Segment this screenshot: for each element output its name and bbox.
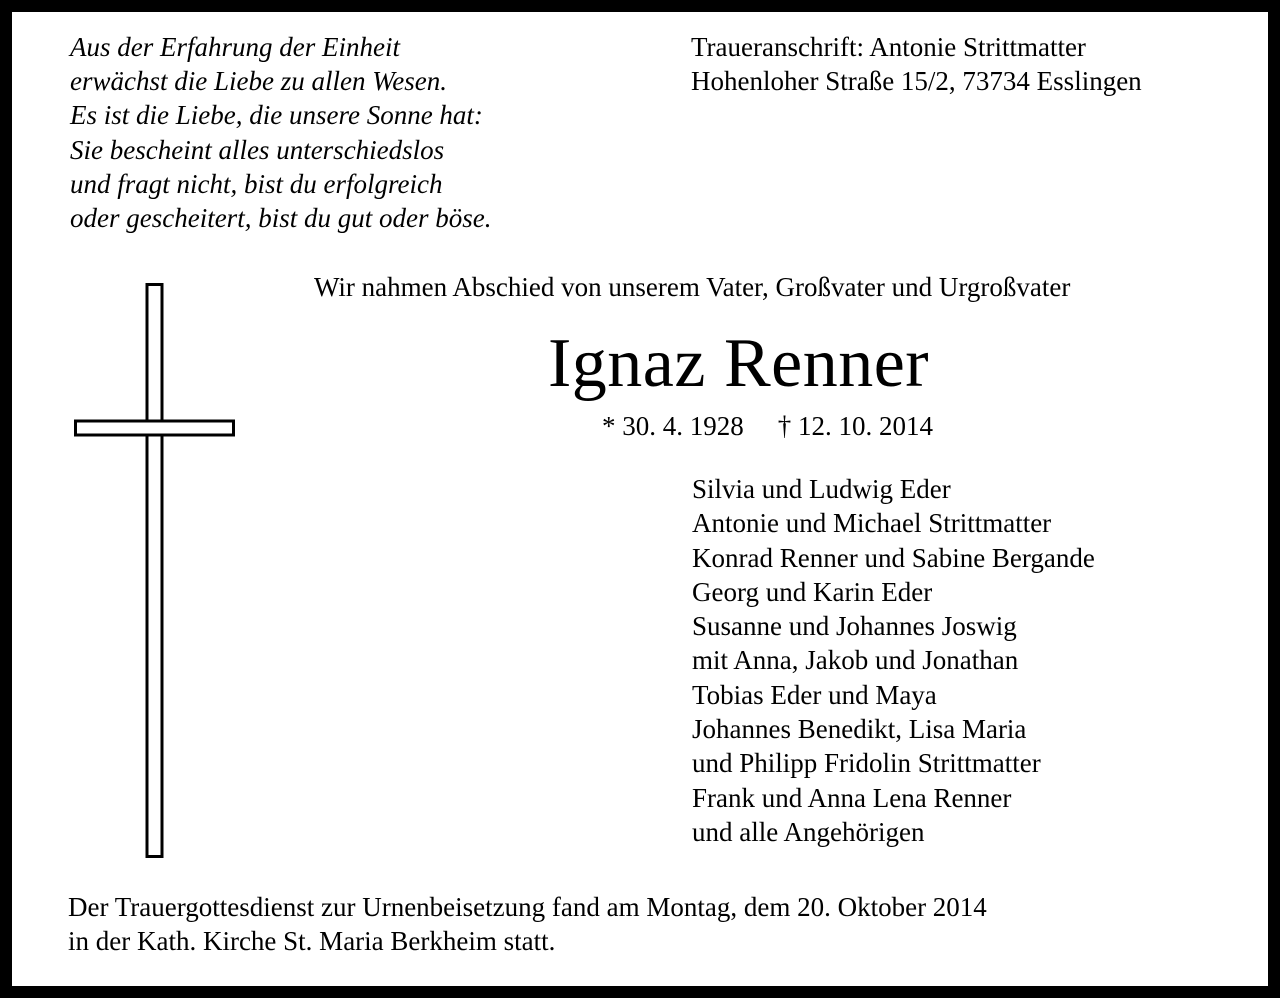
address-line: Hohenloher Straße 15/2, 73734 Esslingen: [691, 66, 1142, 97]
list-item: und Philipp Fridolin Strittmatter: [692, 748, 1041, 779]
cross-icon: [74, 283, 236, 858]
list-item: Susanne und Johannes Joswig: [692, 611, 1017, 642]
address-line: Traueranschrift: Antonie Strittmatter: [691, 32, 1086, 62]
poem-line: und fragt nicht, bist du erfolgreich: [70, 168, 443, 199]
service-notice: [68, 890, 987, 958]
poem-line: Es ist die Liebe, die unsere Sonne hat:: [70, 100, 483, 131]
poem-line: Aus der Erfahrung der Einheit: [70, 32, 400, 62]
poem-line: Sie bescheint alles unterschiedslos: [70, 134, 445, 165]
list-item: mit Anna, Jakob und Jonathan: [692, 645, 1019, 676]
service-line: in der Kath. Kirche St. Maria Berkheim statt.: [68, 926, 556, 956]
obituary-notice: [12, 12, 1268, 986]
list-item: Georg und Karin Eder: [692, 576, 933, 607]
list-item: Silvia und Ludwig Eder: [692, 474, 951, 504]
list-item: Johannes Benedikt, Lisa Maria: [692, 714, 1027, 745]
list-item: Konrad Renner und Sabine Bergande: [692, 542, 1095, 573]
list-item: Antonie und Michael Strittmatter: [692, 508, 1052, 539]
poem-line: erwächst die Liebe zu allen Wesen.: [70, 66, 447, 97]
deceased-name: Ignaz Renner: [548, 325, 930, 402]
poem: [70, 30, 491, 235]
death-date: † 12. 10. 2014: [777, 411, 933, 441]
list-item: und alle Angehörigen: [692, 816, 925, 847]
mourners-list: [692, 472, 1095, 849]
birth-date: * 30. 4. 1928: [602, 411, 744, 441]
life-dates: [602, 409, 933, 443]
poem-line: oder gescheitert, bist du gut oder böse.: [70, 203, 492, 234]
farewell-intro: Wir nahmen Abschied von unserem Vater, Großvater und Urgroßvater: [314, 272, 1071, 302]
mourning-address: [691, 30, 1142, 98]
list-item: Frank und Anna Lena Renner: [692, 782, 1012, 813]
service-line: Der Trauergottesdienst zur Urnenbeisetzung fand am Montag, dem 20. Oktober 2014: [68, 892, 987, 922]
list-item: Tobias Eder und Maya: [692, 679, 937, 710]
